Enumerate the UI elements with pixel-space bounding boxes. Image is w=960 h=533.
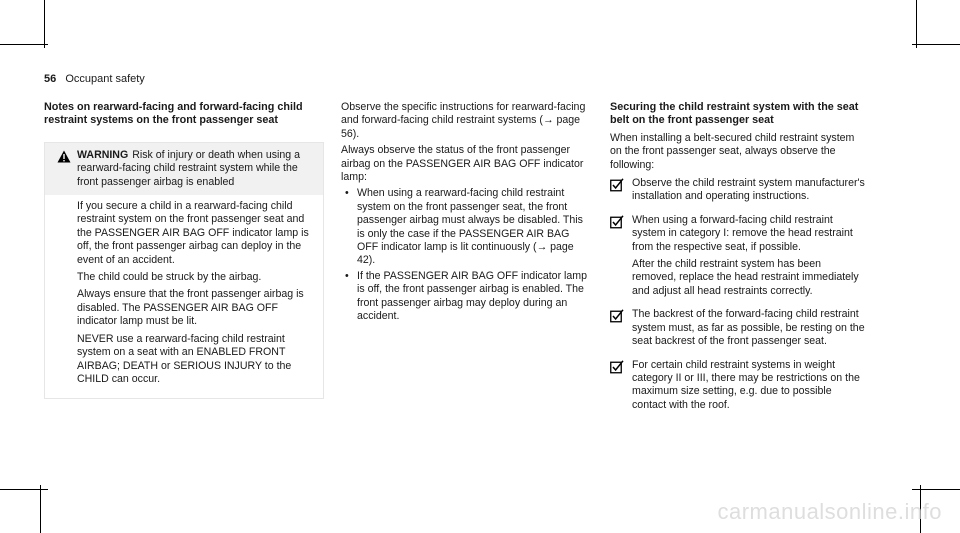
watermark: carmanualsonline.info xyxy=(717,499,942,524)
left-column xyxy=(44,101,324,399)
warning-paragraph: NEVER use a rearward-facing child restraint system on a seat with an ENABLED FRONT AIRBAG; DEATH or SERIOUS INJURY to the CHILD can occur. xyxy=(77,332,292,385)
checkbox-icon xyxy=(610,214,632,302)
checkbox-icon xyxy=(610,177,632,208)
checkbox-icon xyxy=(610,308,632,352)
list-item: • When using a rearward-facing child restraint system on the front passenger seat, the front passenger airbag must always be disabled. This is only the case if the PASSENGER AIR BAG OFF indicator lamp is lit continuously (→ page 42). xyxy=(345,187,583,267)
warning-title: WARNING xyxy=(77,148,129,161)
section-heading: Notes on rearward-facing and forward-facing child restraint systems on the front passenger seat xyxy=(44,101,303,127)
warning-body xyxy=(45,195,323,398)
bullet-icon: • xyxy=(345,269,349,282)
checklist xyxy=(610,177,868,416)
page-header xyxy=(44,72,145,86)
section-heading: Securing the child restraint system with the seat belt on the front passenger seat xyxy=(610,101,859,127)
bullet-list xyxy=(341,187,591,323)
page-number: 56 xyxy=(44,73,57,85)
intro-paragraph: Observe the specific instructions for rearward-facing and forward-facing child restraint systems (→ page 56). xyxy=(341,101,586,140)
warning-paragraph: If you secure a child in a rearward-facing child restraint system on the front passenger seat and the PASSENGER AIR BAG OFF indicator lamp is off, the front passenger airbag can deploy in the event of an accident. xyxy=(77,200,309,266)
list-item: • If the PASSENGER AIR BAG OFF indicator lamp is off, the front passenger airbag is enabled. The front passenger airbag may deploy during an accident. xyxy=(345,269,587,323)
warning-header xyxy=(45,143,323,195)
list-item: For certain child restraint systems in weight category II or III, there may be restrictions on the maximum size setting, e.g. due to possible contact with the roof. xyxy=(610,359,868,417)
list-item: The backrest of the forward-facing child restraint system must, as far as possible, be resting on the seat backrest of the front passenger seat. xyxy=(610,308,868,352)
list-item: Observe the child restraint system manufacturer's installation and operating instructions. xyxy=(610,177,868,208)
intro-paragraph: When installing a belt-secured child restraint system on the front passenger seat, always observe the following: xyxy=(610,131,855,171)
warning-paragraph: The child could be struck by the airbag. xyxy=(77,271,262,284)
section-title: Occupant safety xyxy=(65,73,145,85)
right-column xyxy=(610,101,868,422)
list-item: When using a forward-facing child restraint system in category I: remove the head restraint from the respective seat, if possible. After the child restraint system has been removed, replace the head restraint immediately and adjust all head restraints correctly. xyxy=(610,214,868,302)
checkbox-icon xyxy=(610,359,632,417)
bullet-icon: • xyxy=(345,187,349,200)
middle-column xyxy=(341,101,591,326)
warning-summary: Risk of injury or death when using a rearward-facing child restraint system while the front passenger airbag is enabled xyxy=(77,148,301,188)
status-note: Always observe the status of the front passenger airbag on the PASSENGER AIR BAG OFF indicator lamp: xyxy=(341,144,584,184)
warning-box xyxy=(44,142,324,400)
warning-triangle-icon xyxy=(57,149,75,189)
warning-paragraph: Always ensure that the front passenger airbag is disabled. The PASSENGER AIR BAG OFF indicator lamp must be lit. xyxy=(77,288,304,328)
